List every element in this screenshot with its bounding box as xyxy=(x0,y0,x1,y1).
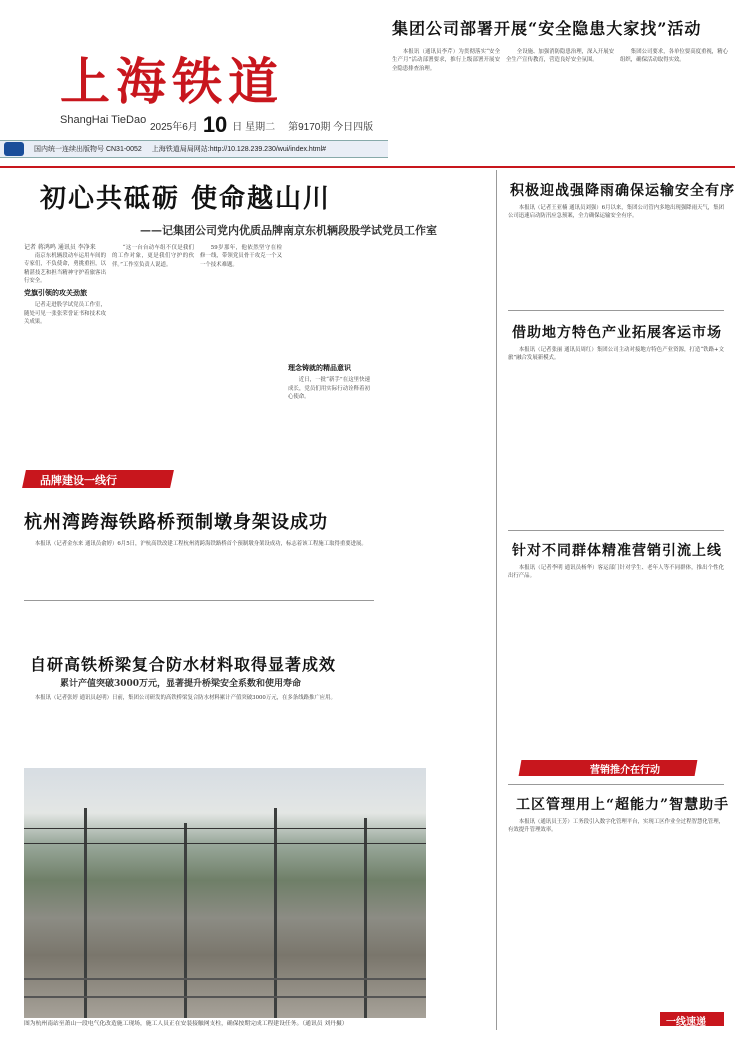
masthead-strip xyxy=(0,140,388,158)
photo-caption: 图为杭州南站至萧山一段电气化改造施工现场，施工人员正在安装接触网支柱，确保按期完成工程建设任务。（通讯员 刘丹摄） xyxy=(24,1021,348,1027)
masthead-logo: 上海铁道 xyxy=(60,52,284,111)
culture-body: 本报讯（记者张丽 通讯员周红）集团公司主动对接地方特色产业资源，打造“铁路+文旅”融合发展新模式。 xyxy=(508,347,724,362)
lead-reporters: 记者 蒋鸿鸣 通讯员 李净来 xyxy=(24,244,96,251)
lead-subsec-2: 理念铸就的精品意识 xyxy=(288,363,351,372)
top-article-col1: 本报讯（通讯员李芹）为贯彻落实“安全生产月”活动部署要求，推行上级部署开展安全隐患排查治理。 xyxy=(392,49,500,72)
railway-logo-icon xyxy=(4,142,24,156)
brand-badge-label: 品牌建设一线行 xyxy=(40,474,117,487)
top-article-col2: 全设施、加强消防隐患治理，深入开展安全生产宣传教育，营造良好安全氛围。 xyxy=(506,49,614,64)
divider-r3 xyxy=(508,784,724,785)
masthead-pinyin: ShangHai TieDao xyxy=(60,114,147,126)
website[interactable]: 上海铁道局局网站:http://10.128.239.230/wui/index.html# xyxy=(151,146,327,153)
marketing-banner-label: 营销推介在行动 xyxy=(590,765,660,776)
header-divider xyxy=(0,166,735,168)
divider-r1 xyxy=(508,310,724,311)
column-divider xyxy=(496,170,497,1030)
express-tag: 一线速递 xyxy=(660,1012,724,1026)
top-article-col3: 集团公司要求，各单位要高度重视，精心组织，确保活动取得实效。 xyxy=(620,49,728,64)
date-day: 10 xyxy=(202,112,228,137)
headline-smart-assistant: 工区管理用上“超能力”智慧助手 xyxy=(516,797,730,813)
rain-body: 本报讯（记者王亚楠 通讯员刘强）6月以来，集团公司管内多地出现强降雨天气，集团公司迅速启动防汛应急预案，全力确保运输安全有序。 xyxy=(508,205,724,220)
headline-rain: 积极迎战强降雨确保运输安全有序 xyxy=(510,183,735,199)
issue-number: 第9170期 今日四版 xyxy=(288,121,374,133)
lead-subsec-1: 党旗引领的攻关劲旅 xyxy=(24,288,87,298)
lead-subhead: ——记集团公司党内优质品牌南京东机辆段股学试党员工作室 xyxy=(140,224,437,237)
lead-col3: 59岁那年，他依然坚守在检修一线，带领党员骨干攻克一个又一个技术难题。 xyxy=(200,245,282,268)
marketing-body: 本报讯（记者李明 通讯员杨华）客运部门针对学生、老年人等不同群体，推出个性化出行产品。 xyxy=(508,565,724,580)
lead-col1: 南京东机辆段动车运用车间的专家们，不负使命，勇挑重担，以精湛技艺和担当精神守护着旅客出行安全。 党旗引领的攻关劲旅 记者走进股学试党员工作室，随处可见一张张荣誉证书和技术攻关成果。 xyxy=(24,253,106,326)
headline-marketing: 针对不同群体精准营销引流上线 xyxy=(512,543,722,559)
construction-photo xyxy=(24,768,426,1018)
divider-r2 xyxy=(508,530,724,531)
article2-body: 本报讯（记者金东来 通讯员俞婷）6月5日，沪杭高铁改建工程杭州湾跨海铁路桥首个预制墩身架设成功，标志着该工程施工取得重要进展。 xyxy=(34,541,367,547)
headline-waterproof: 自研高铁桥梁复合防水材料取得显著成效 xyxy=(30,655,337,674)
smart-assistant-body: 本报讯（通讯员王芳）工务段引入数字化管理平台，实现工区作业全过程智慧化管理，有效提升管理效率。 xyxy=(508,819,724,834)
date-year-month: 2025年6月 xyxy=(150,121,198,133)
cn-number: 国内统一连续出版物号 CN31-0052 xyxy=(34,146,142,153)
masthead-date xyxy=(150,112,373,138)
divider-2 xyxy=(24,600,374,601)
lead-headline: 初心共砥砺 使命越山川 xyxy=(40,184,332,214)
waterproof-subhead: 累计产值突破3000万元，显著提升桥梁安全系数和使用寿命 xyxy=(60,679,302,689)
headline-culture: 借助地方特色产业拓展客运市场 xyxy=(512,325,722,341)
headline-safety-campaign: 集团公司部署开展“安全隐患大家找”活动 xyxy=(392,19,702,38)
headline-bridge: 杭州湾跨海铁路桥预制墩身架设成功 xyxy=(24,512,328,533)
date-weekday: 日 星期二 xyxy=(232,121,276,133)
lead-col2: “这一台台动车组不仅是我们的工作对象，更是我们守护的伙伴。”工作室负责人说道。 xyxy=(112,245,194,268)
article3-body: 本报讯（记者张婷 通讯员赵明）日前，集团公司研发的高铁桥梁复合防水材料累计产值突破3000万元，在多条线路推广应用。 xyxy=(34,695,336,701)
lead-col4: 理念铸就的精品意识 近日，一批“新手”在这里快速成长，党员们用实际行动诠释着初心使命。 xyxy=(288,363,370,400)
